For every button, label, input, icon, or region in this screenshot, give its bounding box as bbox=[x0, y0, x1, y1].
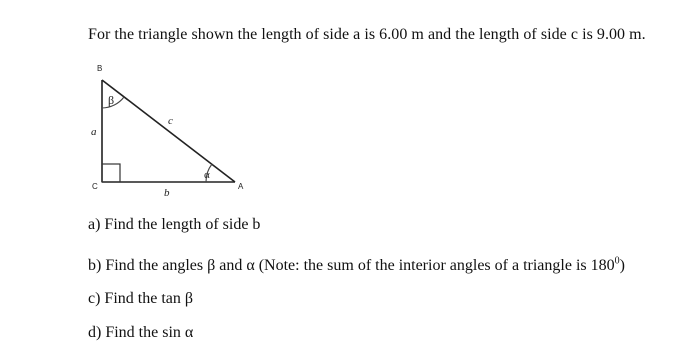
side-c-label: c bbox=[168, 115, 173, 127]
vertex-b-label: B bbox=[97, 64, 103, 73]
degree-superscript: 0 bbox=[614, 255, 620, 267]
question-c: c) Find the tan β bbox=[88, 290, 194, 307]
question-d: d) Find the sin α bbox=[88, 324, 194, 341]
side-a-label: a bbox=[91, 126, 97, 138]
vertex-c-label: C bbox=[92, 182, 98, 191]
question-b-text: b) Find the angles β and α (Note: the sum of the interior angles of a triangle is 180 bbox=[88, 257, 615, 274]
question-a: a) Find the length of side b bbox=[88, 216, 261, 233]
side-b-label: b bbox=[164, 187, 170, 199]
problem-statement: For the triangle shown the length of side a is 6.00 m and the length of side c is 9.00 m. bbox=[88, 26, 646, 43]
right-angle-marker bbox=[102, 164, 120, 182]
question-b-close: ) bbox=[619, 257, 625, 274]
side-c-line bbox=[102, 80, 235, 182]
beta-angle-label: β bbox=[108, 93, 115, 107]
question-b bbox=[88, 257, 625, 275]
vertex-a-label: A bbox=[238, 182, 244, 191]
alpha-angle-label: α bbox=[204, 169, 210, 181]
